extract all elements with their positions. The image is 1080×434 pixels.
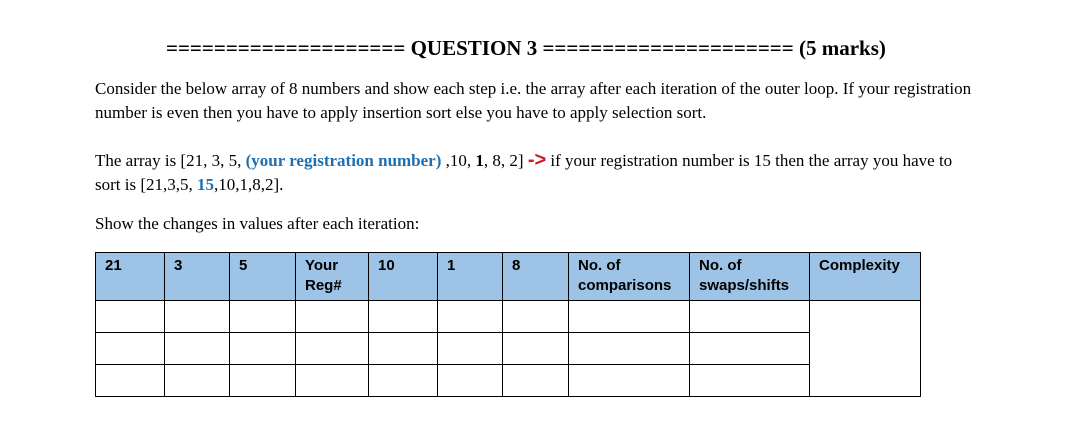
table-cell[interactable] [296,333,369,365]
table-cell[interactable] [96,301,165,333]
array-text-part5: ,10,1,8,2]. [214,175,284,194]
instructions-paragraph: Consider the below array of 8 numbers and show each step i.e. the array after each iteration of the outer loop. If your registration number is even then you have to apply insertion sort else you have to apply selection sort. [95,79,972,122]
header-cell: 1 [438,253,503,301]
table-cell[interactable] [230,301,296,333]
table-cell[interactable] [569,365,690,397]
header-cell: No. of swaps/shifts [690,253,810,301]
iteration-table [95,252,921,397]
header-cell: Your Reg# [296,253,369,301]
table-cell[interactable] [690,333,810,365]
table-cell[interactable] [369,365,438,397]
table-cell[interactable] [503,301,569,333]
header-cell: 3 [165,253,230,301]
table-header-row [96,253,921,301]
table-cell[interactable] [96,365,165,397]
header-cell: No. of comparisons [569,253,690,301]
table-cell[interactable] [296,365,369,397]
header-cell: 21 [96,253,165,301]
table-cell[interactable] [438,365,503,397]
table-cell[interactable] [369,301,438,333]
table-cell[interactable] [569,333,690,365]
array-text-part1: The array is [21, 3, 5, [95,151,246,170]
table-row [96,301,921,333]
show-changes-paragraph: Show the changes in values after each iteration: [95,214,420,233]
arrow-icon: -> [527,149,547,171]
question-heading: ==================== QUESTION 3 ===================== (5 marks) [166,36,886,60]
table-cell[interactable] [503,333,569,365]
header-cell: 10 [369,253,438,301]
table-cell[interactable] [690,301,810,333]
array-bold-one: 1 [475,151,484,170]
table-row [96,365,921,397]
table-cell[interactable] [503,365,569,397]
complexity-cell[interactable] [810,301,921,397]
table-cell[interactable] [438,301,503,333]
header-cell: 8 [503,253,569,301]
table-cell[interactable] [569,301,690,333]
table-cell[interactable] [690,365,810,397]
table-cell[interactable] [230,365,296,397]
example-reg-number: 15 [197,175,214,194]
table-cell[interactable] [438,333,503,365]
table-cell[interactable] [296,301,369,333]
header-cell-complexity: Complexity [810,253,921,301]
array-description-paragraph [95,148,975,197]
table-cell[interactable] [230,333,296,365]
table-cell[interactable] [165,333,230,365]
table-row [96,333,921,365]
registration-placeholder: (your registration number) [245,151,442,170]
table-cell[interactable] [165,301,230,333]
array-text-part3: , 8, 2] [483,151,528,170]
header-cell: 5 [230,253,296,301]
table-cell[interactable] [165,365,230,397]
array-text-part4: if your registration number is 15 then the array you have to sort is [21,3,5, [95,151,953,194]
table-cell[interactable] [96,333,165,365]
table-cell[interactable] [369,333,438,365]
array-text-part2: ,10, [441,151,476,170]
